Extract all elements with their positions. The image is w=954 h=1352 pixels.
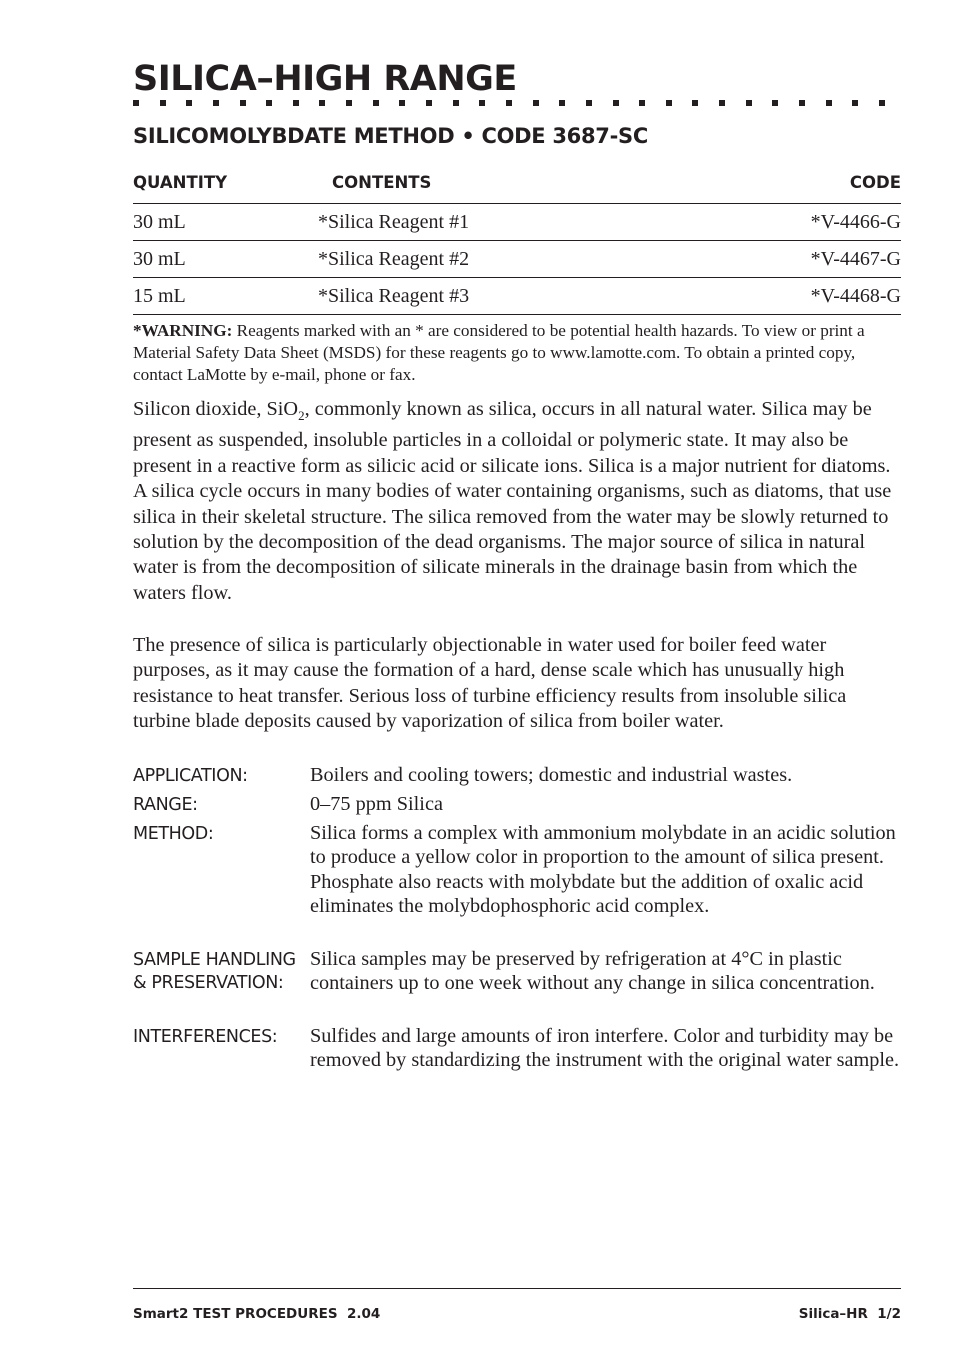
divider-dot — [533, 100, 539, 106]
divider-dot — [772, 100, 778, 106]
footer-left-text: Smart2 TEST PROCEDURES 2.04 — [133, 1306, 381, 1322]
divider-dot — [852, 100, 858, 106]
definition-label: RANGE: — [133, 795, 198, 815]
definition-value: 0–75 ppm Silica — [310, 793, 443, 815]
p1-rest: , commonly known as silica, occurs in all natural water. Silica may be present as suspended, insoluble particles in a colloidal or polymeric state. It may also be present in a reactive form as silicic acid or silicate ions. Silica is a major nutrient for diatoms. A silica cycle occurs in many bodies of water containing organisms, such as diatoms, that use silica in their skeletal structure. The silica removed from the water may be slowly returned to solution by the decomposition of the dead organisms. The major source of silica in natural water is from the decomposition of silicate minerals in the drainage basin from which the waters flow. — [133, 398, 892, 604]
table-header-row — [133, 173, 901, 204]
table-row — [133, 241, 901, 278]
divider-dot — [559, 100, 565, 106]
divider-dot — [133, 100, 139, 106]
intro-paragraph-2: The presence of silica is particularly objectionable in water used for boiler feed water purposes, as it may cause the formation of a hard, dense scale which has unusually high resistance to heat transfer. Serious loss of turbine efficiency results from insoluble silica turbine blade deposits caused by vaporization of silica from boiler water. — [133, 634, 847, 733]
divider-dot — [826, 100, 832, 106]
definition-sample-handling — [133, 947, 901, 1024]
page-subtitle: SILICOMOLYBDATE METHOD • CODE 3687-SC — [133, 124, 648, 148]
p1-start: Silicon dioxide, SiO — [133, 398, 299, 420]
definition-range — [133, 792, 901, 821]
quantity-cell: 15 mL — [133, 278, 318, 315]
contents-cell: *Silica Reagent #2 — [318, 241, 732, 278]
divider-dot — [719, 100, 725, 106]
definition-value: Sulfides and large amounts of iron interfere. Color and turbidity may be removed by standardizing the instrument with the original water sample. — [310, 1025, 900, 1072]
table-row — [133, 204, 901, 241]
definition-interferences — [133, 1024, 901, 1073]
footer-page-number: Silica–HR 1/2 — [798, 1306, 901, 1322]
divider-dot — [293, 100, 299, 106]
divider-dot — [506, 100, 512, 106]
definition-value: Boilers and cooling towers; domestic and industrial wastes. — [310, 764, 793, 786]
divider-dot — [186, 100, 192, 106]
definition-value: Silica forms a complex with ammonium molybdate in an acidic solution to produce a yellow color in proportion to the amount of silica present. Phosphate also reacts with molybdate but the addition of oxalic acid eliminates the molybdophosphoric acid complex. — [310, 822, 896, 918]
dotted-divider — [133, 100, 885, 106]
contents-cell: *Silica Reagent #3 — [318, 278, 732, 315]
p1-subscript: 2 — [298, 408, 305, 424]
divider-dot — [613, 100, 619, 106]
intro-paragraph-1 — [133, 397, 901, 606]
divider-dot — [479, 100, 485, 106]
header-code: CODE — [732, 173, 901, 204]
definition-label: INTERFERENCES: — [133, 1027, 278, 1047]
warning-label: *WARNING: — [133, 321, 233, 340]
divider-dot — [666, 100, 672, 106]
contents-cell: *Silica Reagent #1 — [318, 204, 732, 241]
quantity-cell: 30 mL — [133, 204, 318, 241]
warning-text: Reagents marked with an * are considered to be potential health hazards. To view or print a Material Safety Data Sheet (MSDS) for these reagents go to www.lamotte.com. To obtain a printed copy, contact LaMotte by e-mail, phone or fax. — [133, 321, 865, 384]
divider-dot — [319, 100, 325, 106]
divider-dot — [346, 100, 352, 106]
divider-dot — [639, 100, 645, 106]
divider-dot — [373, 100, 379, 106]
code-cell: *V-4468-G — [732, 278, 901, 315]
divider-dot — [399, 100, 405, 106]
page-title: SILICA–HIGH RANGE — [133, 59, 517, 99]
reagent-table — [133, 173, 901, 315]
definition-list — [133, 763, 901, 1073]
definition-label: APPLICATION: — [133, 766, 248, 786]
divider-dot — [160, 100, 166, 106]
divider-dot — [213, 100, 219, 106]
divider-dot — [746, 100, 752, 106]
divider-dot — [692, 100, 698, 106]
definition-method — [133, 821, 901, 947]
divider-dot — [240, 100, 246, 106]
header-quantity: QUANTITY — [133, 173, 318, 204]
definition-value: Silica samples may be preserved by refrigeration at 4°C in plastic containers up to one week without any change in silica concentration. — [310, 948, 875, 995]
divider-dot — [453, 100, 459, 106]
code-cell: *V-4466-G — [732, 204, 901, 241]
definition-label: SAMPLE HANDLING & PRESERVATION: — [133, 950, 296, 993]
table-row — [133, 278, 901, 315]
warning-notice — [133, 320, 901, 386]
code-cell: *V-4467-G — [732, 241, 901, 278]
divider-dot — [426, 100, 432, 106]
footer-rule — [133, 1288, 901, 1289]
header-contents: CONTENTS — [318, 173, 732, 204]
divider-dot — [799, 100, 805, 106]
divider-dot — [879, 100, 885, 106]
definition-application — [133, 763, 901, 792]
divider-dot — [266, 100, 272, 106]
definition-label: METHOD: — [133, 824, 214, 844]
quantity-cell: 30 mL — [133, 241, 318, 278]
divider-dot — [586, 100, 592, 106]
